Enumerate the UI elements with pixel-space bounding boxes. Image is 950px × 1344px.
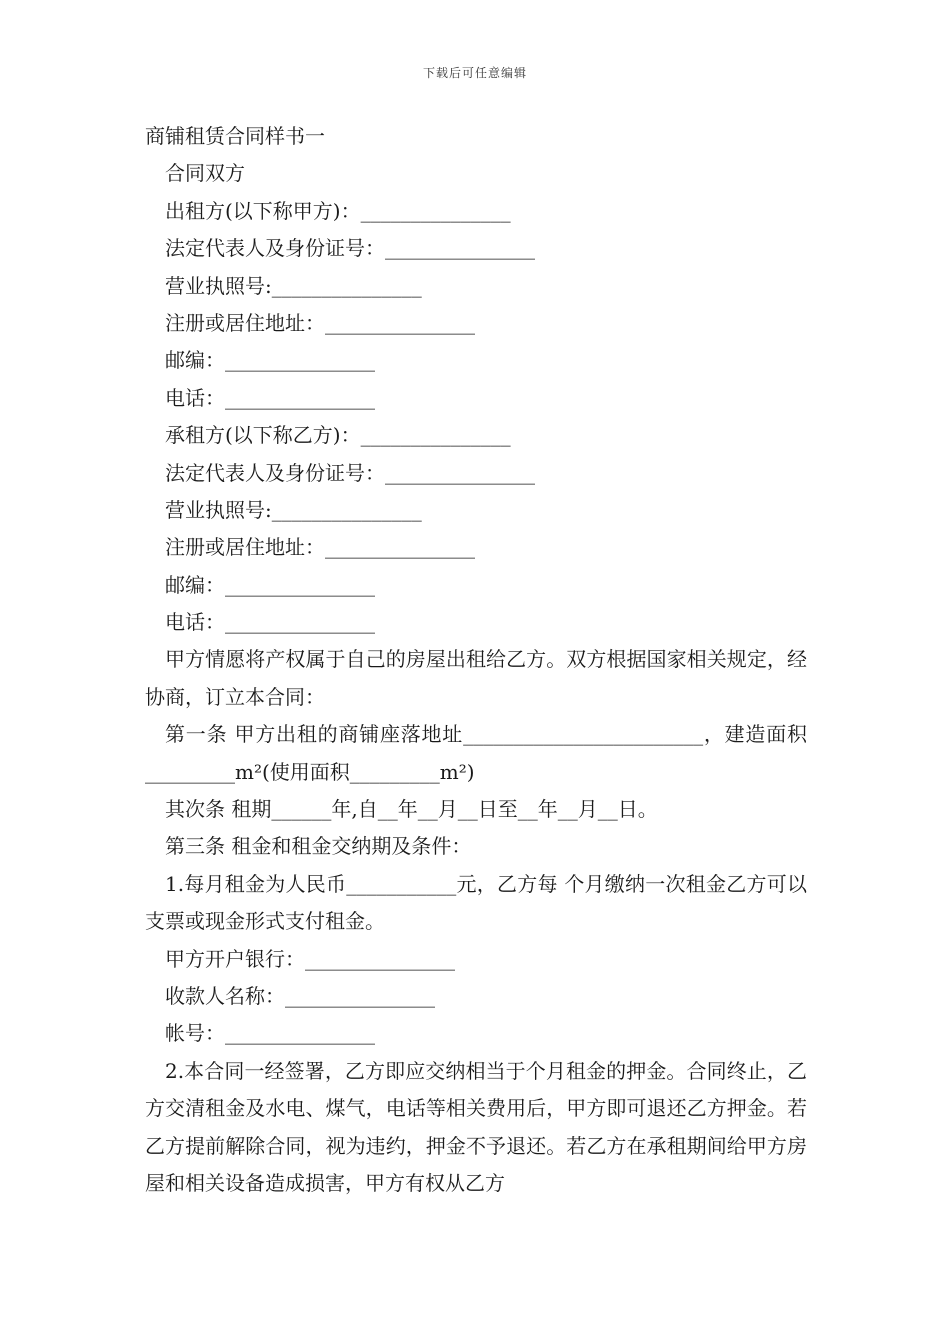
lessee-rep-field: 法定代表人及身份证号：_______________ bbox=[165, 460, 535, 485]
lessor-phone-field: 电话：_______________ bbox=[165, 385, 375, 410]
lessor-postcode-field: 邮编：_______________ bbox=[165, 348, 375, 373]
account-field: 帐号：_______________ bbox=[165, 1021, 375, 1046]
document-body bbox=[145, 118, 807, 1202]
header-note: 下载后可任意编辑 bbox=[422, 66, 527, 80]
document-title: 商铺租赁合同样书一 bbox=[145, 124, 325, 148]
lessee-phone-field: 电话：_______________ bbox=[165, 610, 375, 635]
article-3-item-1: 1.每月租金为人民币___________元，乙方每 个月缴纳一次租金乙方可以支票或现金形式支付租金。 bbox=[145, 871, 807, 934]
article-3-heading: 第三条 租金和租金交纳期及条件： bbox=[165, 834, 472, 859]
lessee-name-field: 承租方(以下称乙方)：_______________ bbox=[165, 423, 511, 448]
lessor-rep-field: 法定代表人及身份证号：_______________ bbox=[165, 236, 535, 261]
parties-heading: 合同双方 bbox=[165, 161, 245, 186]
lessor-license-field: 营业执照号:_______________ bbox=[165, 273, 422, 298]
lessor-address-field: 注册或居住地址：_______________ bbox=[165, 310, 475, 335]
article-2: 其次条 租期______年,自__年__月__日至__年__月__日。 bbox=[165, 797, 658, 822]
intro-paragraph: 甲方情愿将产权属于自己的房屋出租给乙方。双方根据国家相关规定，经协商，订立本合同： bbox=[145, 647, 807, 709]
lessee-postcode-field: 邮编：_______________ bbox=[165, 572, 375, 597]
lessee-license-field: 营业执照号:_______________ bbox=[165, 497, 422, 522]
lessor-name-field: 出租方(以下称甲方)：_______________ bbox=[165, 198, 511, 223]
article-1: 第一条 甲方出租的商铺座落地址________________________，建造面积_________m²(使用面积_________m²) bbox=[145, 722, 807, 784]
payee-field: 收款人名称：_______________ bbox=[165, 984, 435, 1009]
lessee-address-field: 注册或居住地址：_______________ bbox=[165, 535, 475, 560]
article-3-item-2: 2.本合同一经签署，乙方即应交纳相当于个月租金的押金。合同终止，乙方交清租金及水电、煤气，电话等相关费用后，甲方即可退还乙方押金。若乙方提前解除合同，视为违约，押金不予退还。若乙方在承租期间给甲方房屋和相关设备造成损害，甲方有权从乙方 bbox=[145, 1058, 807, 1196]
bank-field: 甲方开户银行：_______________ bbox=[165, 946, 455, 971]
